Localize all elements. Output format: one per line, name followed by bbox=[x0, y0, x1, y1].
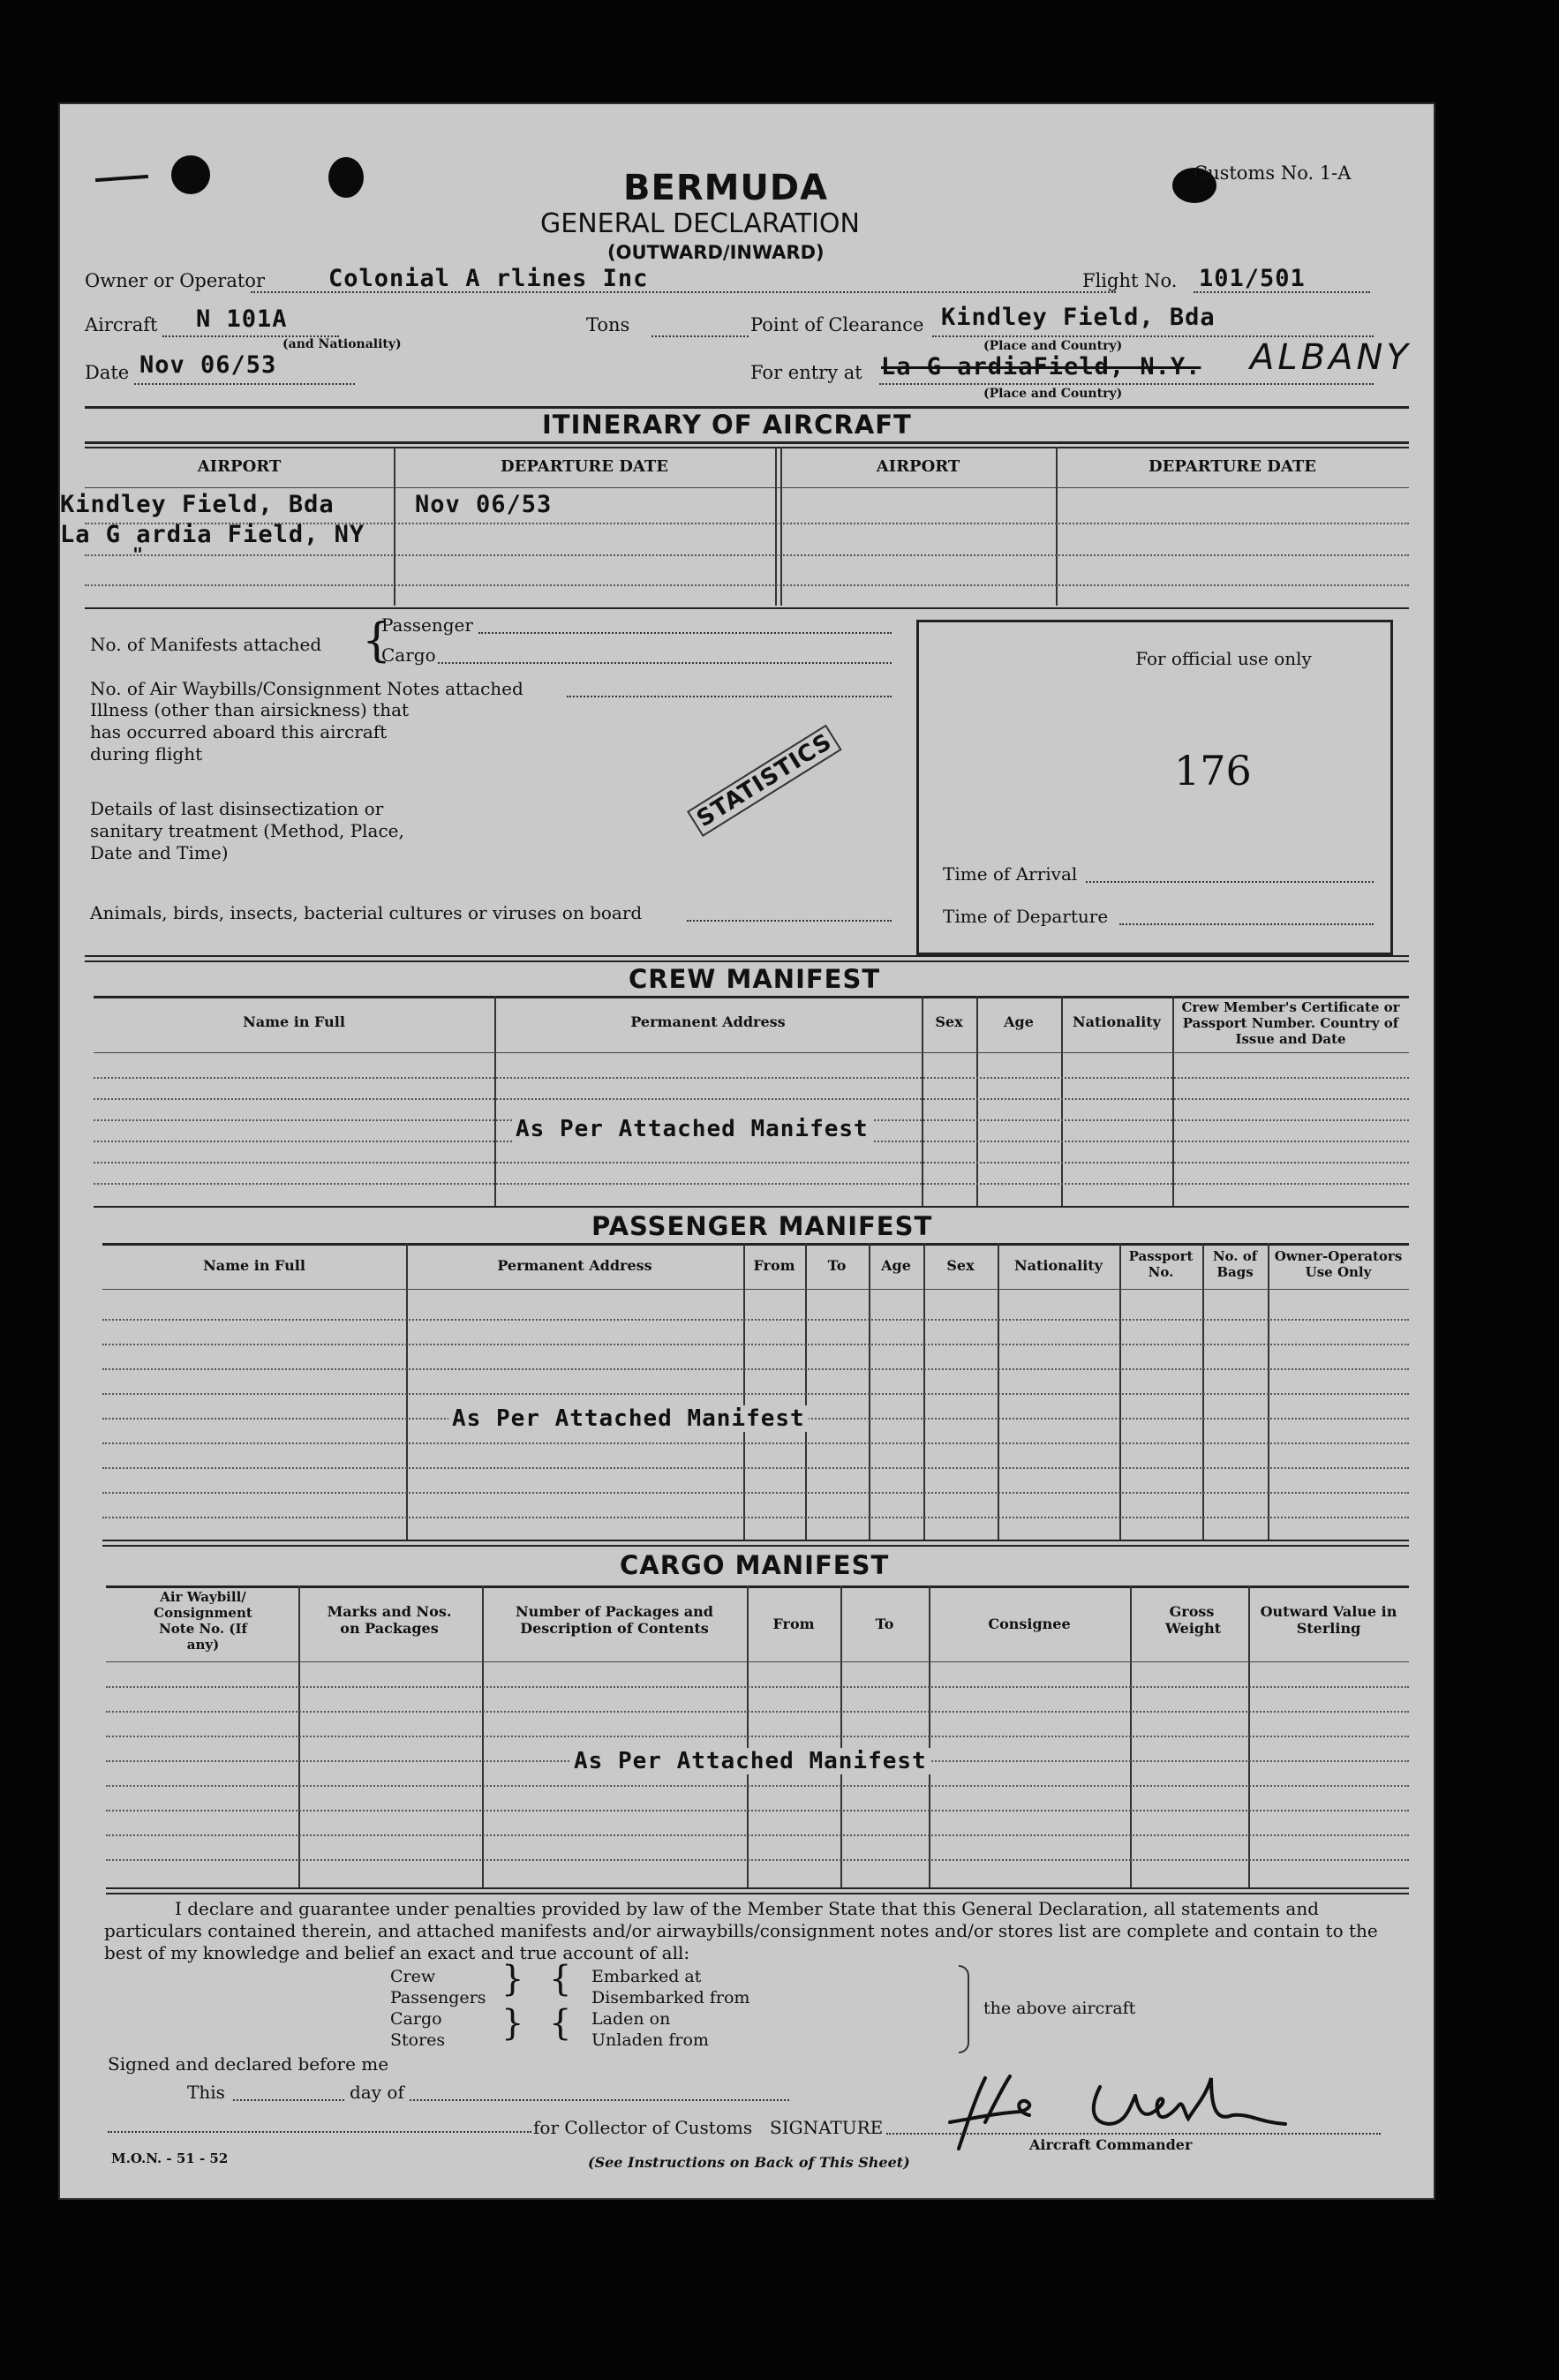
laden-item: Laden on bbox=[591, 2009, 671, 2029]
crew-col-address: Permanent Address bbox=[630, 1013, 786, 1030]
this-label: This bbox=[187, 2082, 225, 2103]
disinsect-label: Details of last disinsectization or sanitary treatment (Method, Place, Date and Time) bbox=[90, 798, 404, 863]
passengers-item: Passengers bbox=[390, 1988, 486, 2007]
manifests-label: No. of Manifests attached bbox=[90, 634, 322, 655]
cargo-col-marks: Marks and Nos. on Packages bbox=[327, 1603, 452, 1638]
itin-col-date-2: DEPARTURE DATE bbox=[1149, 457, 1316, 476]
cargo-col-packages: Number of Packages and Description of Contents bbox=[516, 1603, 713, 1638]
date-value: Nov 06/53 bbox=[139, 351, 277, 379]
itin-date-row-1: Nov 06/53 bbox=[415, 491, 553, 518]
cargo-col-from: From bbox=[772, 1616, 815, 1632]
crew-heading: CREW MANIFEST bbox=[629, 964, 881, 994]
embarked-item: Embarked at bbox=[591, 1967, 702, 1986]
signed-label: Signed and declared before me bbox=[108, 2053, 389, 2075]
entry-handwritten: ALBANY bbox=[1250, 337, 1412, 378]
cargo-heading: CARGO MANIFEST bbox=[620, 1550, 890, 1580]
cargo-col-waybill: Air Waybill/ Consignment Note No. (If any) bbox=[154, 1589, 252, 1653]
itin-col-date-1: DEPARTURE DATE bbox=[501, 457, 668, 476]
pen-mark bbox=[95, 175, 148, 182]
flight-value: 101/501 bbox=[1199, 265, 1306, 292]
pax-col-name: Name in Full bbox=[203, 1257, 305, 1274]
signature-label: SIGNATURE bbox=[770, 2117, 884, 2138]
crew-col-nationality: Nationality bbox=[1073, 1013, 1161, 1030]
commander-label: Aircraft Commander bbox=[1029, 2136, 1193, 2153]
entry-value: La G ardiaField, N.Y. bbox=[881, 353, 1201, 380]
clearance-value: Kindley Field, Bda bbox=[941, 304, 1216, 331]
cargo-col-weight: Gross Weight bbox=[1165, 1603, 1222, 1638]
animals-label: Animals, birds, insects, bacterial cultures or viruses on board bbox=[90, 902, 643, 923]
pax-col-bags: No. of Bags bbox=[1212, 1248, 1258, 1280]
crew-note: As Per Attached Manifest bbox=[512, 1116, 872, 1142]
form-number: M.O.N. - 51 - 52 bbox=[111, 2150, 229, 2166]
day-of-label: day of bbox=[350, 2082, 404, 2103]
itin-airport-row-1: Kindley Field, Bda bbox=[60, 491, 335, 518]
above-aircraft-text: the above aircraft bbox=[983, 1999, 1136, 2018]
pax-col-to: To bbox=[827, 1257, 847, 1274]
collector-label: for Collector of Customs bbox=[533, 2117, 753, 2138]
declaration-text: I declare and guarantee under penalties provided by law of the Member State that this General Declaration, all statements and particulars contained therein, and attached manifests and/or airwaybills/consignment notes and/or stores list are complete and contain to the best of my knowledge and belief an exact and true account of all: bbox=[104, 1898, 1378, 1963]
itin-col-airport-2: AIRPORT bbox=[876, 457, 960, 476]
crew-col-age: Age bbox=[1004, 1013, 1034, 1030]
owner-label: Owner or Operator bbox=[85, 270, 265, 291]
waybills-label: No. of Air Waybills/Consignment Notes attached bbox=[90, 678, 523, 699]
cargo-col-to: To bbox=[875, 1616, 894, 1632]
passenger-note: As Per Attached Manifest bbox=[448, 1405, 809, 1432]
form-sheet: BERMUDA GENERAL DECLARATION (OUTWARD/INWARD) Customs No. 1-A Owner or Operator Colonial A rlines Inc Flight No. 101/501 Aircraft N 101A (and Nationality) Tons Point of Clearance Kindley Field, Bda (Place and Country) Date Nov 06/53 For entry at La G ardiaField, N.Y. ALBANY (Place and Country) ITINERARY OF AIRCRAFT AIRPORT DEPARTURE DATE AIRPORT DEPARTURE DATE Kindley Field, Bda Nov 06/53 La G ardia Field, NY " No. of Manifests attached { Passenger Cargo No. of Air Waybills/Consignment Notes attached Illness (other than airsickness) that has occurred aboard this aircraft during flight Details of last disinsectization or sanitary treatment (Method, Place, Date and Time) STATISTICS Animals, birds, insects, bacterial cultures or viruses on board For official use only 176 Time of Arrival Time of Departure CREW MANIFEST Name in Full Permanent Address Sex Age Nationality Crew Member's Certificate or Passport Number. Country of Issue and Date As Per Attached Manifest PASSENGER MANIFEST Name in Full Permanent Address From To Age Sex Nationality Passport No. No. of Bags Owner-Operators Use Only As Per Attached Manifest CARGO MANIFEST Air Waybill/ Consignment Note No. (If any) Marks and Nos. on Packages Number of Packages and Description of Contents From To Consignee Gross Weight Outward Value in Sterling As Per Attached Manifest I declare and guarantee under penalties provided by law of the Member State that this General Declaration, all statements and particulars contained therein, and attached manifests and/or airwaybills/consignment notes and/or stores list are complete and contain to the best of my knowledge and belief an exact and true account of all: Crew Passengers Cargo Stores } } { { Embarked at Disembarked from Laden on Unladen from the above aircraft Signed and declared before me This day of for Collector of Customs SIGNATURE Aircraft Commander M.O.N. - 51 - 52 (See Instructions on Back of This Sheet) bbox=[58, 102, 1435, 2200]
entry-note: (Place and Country) bbox=[983, 387, 1123, 401]
form-direction: (OUTWARD/INWARD) bbox=[607, 242, 825, 263]
pax-col-from: From bbox=[753, 1257, 795, 1274]
pax-col-owner-use: Owner-Operators Use Only bbox=[1274, 1248, 1403, 1280]
aircraft-value: N 101A bbox=[196, 305, 288, 333]
pax-col-nationality: Nationality bbox=[1014, 1257, 1103, 1274]
itin-airport-row-2: La G ardia Field, NY bbox=[60, 521, 365, 548]
itin-airport-row-3: " bbox=[132, 544, 145, 565]
pax-col-passport: Passport No. bbox=[1128, 1248, 1194, 1280]
statistics-stamp: STATISTICS bbox=[687, 724, 842, 837]
departure-label: Time of Departure bbox=[943, 906, 1109, 927]
tons-label: Tons bbox=[586, 314, 630, 335]
customs-number: Customs No. 1-A bbox=[1194, 162, 1352, 184]
instructions-note: (See Instructions on Back of This Sheet) bbox=[588, 2154, 910, 2171]
passenger-count-label: Passenger bbox=[381, 614, 473, 636]
aircraft-note: (and Nationality) bbox=[282, 337, 402, 351]
cargo-count-label: Cargo bbox=[381, 644, 436, 666]
official-number: 176 bbox=[1174, 747, 1252, 795]
passenger-heading: PASSENGER MANIFEST bbox=[591, 1211, 933, 1241]
disembarked-item: Disembarked from bbox=[591, 1988, 750, 2007]
crew-col-name: Name in Full bbox=[243, 1013, 345, 1030]
cargo-col-consignee: Consignee bbox=[988, 1616, 1071, 1632]
crew-col-certificate: Crew Member's Certificate or Passport Number. Country of Issue and Date bbox=[1181, 999, 1400, 1047]
form-title: BERMUDA bbox=[623, 168, 829, 208]
illness-label: Illness (other than airsickness) that has occurred aboard this aircraft during flight bbox=[90, 699, 410, 764]
date-label: Date bbox=[85, 362, 130, 383]
aircraft-label: Aircraft bbox=[85, 314, 158, 335]
owner-value: Colonial A rlines Inc bbox=[328, 265, 649, 292]
punch-hole-left bbox=[171, 155, 210, 194]
punch-hole-mid bbox=[328, 157, 364, 198]
cargo-item: Cargo bbox=[390, 2009, 442, 2029]
pax-col-sex: Sex bbox=[946, 1257, 975, 1274]
entry-label: For entry at bbox=[750, 362, 862, 383]
flight-label: Flight No. bbox=[1082, 270, 1178, 291]
pax-col-age: Age bbox=[881, 1257, 911, 1274]
arrival-label: Time of Arrival bbox=[943, 863, 1078, 885]
pax-col-address: Permanent Address bbox=[497, 1257, 652, 1274]
clearance-note: (Place and Country) bbox=[983, 339, 1123, 353]
crew-item: Crew bbox=[390, 1967, 436, 1986]
clearance-label: Point of Clearance bbox=[750, 314, 924, 335]
itinerary-heading: ITINERARY OF AIRCRAFT bbox=[542, 410, 912, 440]
stores-item: Stores bbox=[390, 2030, 446, 2050]
form-subtitle: GENERAL DECLARATION bbox=[540, 208, 860, 239]
unladen-item: Unladen from bbox=[591, 2030, 709, 2050]
crew-col-sex: Sex bbox=[935, 1013, 963, 1030]
cargo-note: As Per Attached Manifest bbox=[570, 1748, 930, 1774]
itin-col-airport-1: AIRPORT bbox=[197, 457, 282, 476]
cargo-col-value: Outward Value in Sterling bbox=[1260, 1603, 1397, 1638]
official-use-box bbox=[916, 620, 1393, 955]
official-use-label: For official use only bbox=[1135, 648, 1312, 669]
